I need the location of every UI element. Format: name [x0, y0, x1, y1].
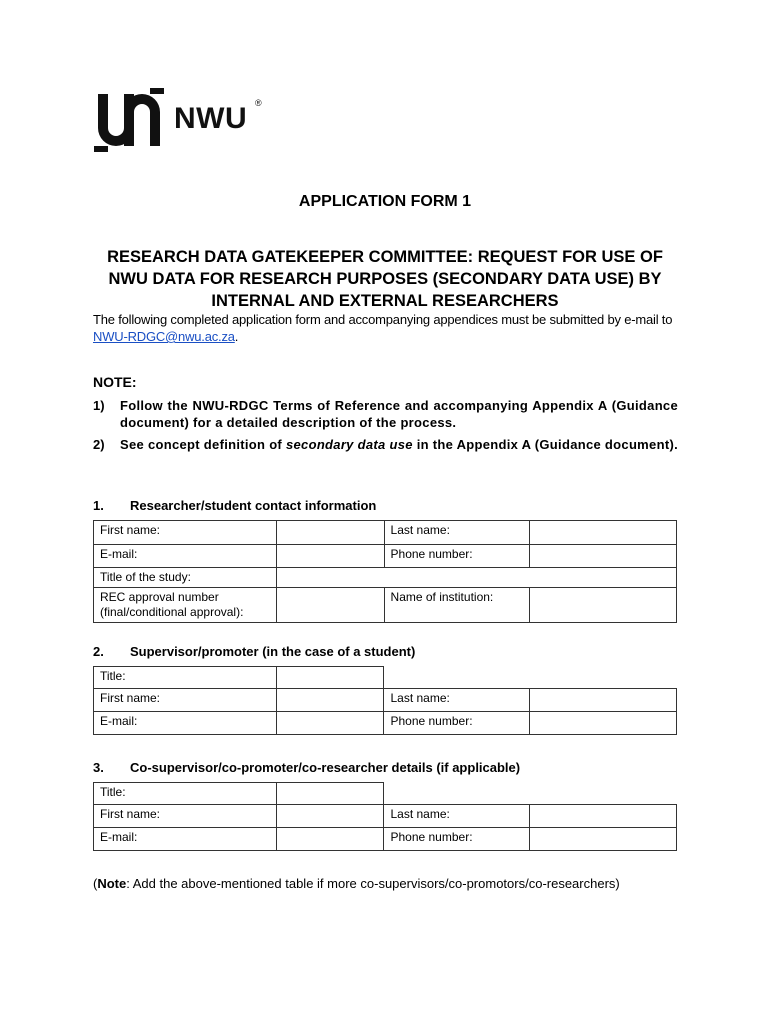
- note-text-post: in the Appendix A (Guidance document).: [412, 437, 678, 452]
- phone-label: Phone number:: [384, 712, 530, 735]
- last-name-label: Last name:: [384, 805, 530, 828]
- first-name-label: First name:: [94, 689, 277, 712]
- last-name-input[interactable]: [530, 521, 677, 545]
- section-title: Supervisor/promoter (in the case of a student): [130, 644, 416, 659]
- logo-wordmark: NWU: [174, 102, 248, 135]
- rec-approval-label: REC approval number (final/conditional approval):: [94, 588, 277, 623]
- institution-label: Name of institution:: [384, 588, 530, 623]
- nwu-logo: [94, 88, 274, 158]
- note-text: [120, 436, 678, 453]
- email-input[interactable]: [276, 712, 384, 735]
- note-text-pre: See concept definition of: [120, 437, 286, 452]
- last-name-label: Last name:: [384, 521, 530, 545]
- footnote-text: : Add the above-mentioned table if more co-supervisors/co-promotors/co-researchers): [126, 876, 620, 891]
- section-3-heading: [93, 760, 520, 775]
- section-title: Researcher/student contact information: [130, 498, 377, 513]
- section-number: 2.: [93, 644, 104, 659]
- section-2-heading: [93, 644, 415, 659]
- researcher-table: [93, 520, 677, 623]
- email-label: E-mail:: [94, 828, 277, 851]
- note-item-1: [93, 397, 678, 431]
- first-name-label: First name:: [94, 805, 277, 828]
- email-input[interactable]: [276, 545, 384, 568]
- form-title: APPLICATION FORM 1: [298, 193, 472, 210]
- empty-cell: [384, 783, 530, 805]
- footnote-bold: Note: [97, 876, 127, 891]
- intro-text: The following completed application form and accompanying appendices must be submitted by e-mail to: [93, 312, 673, 327]
- note-item-2: [93, 436, 678, 453]
- phone-label: Phone number:: [384, 545, 530, 568]
- registered-mark: ®: [255, 98, 262, 108]
- intro-end: .: [234, 329, 239, 344]
- title-input[interactable]: [276, 783, 384, 805]
- email-label: E-mail:: [94, 712, 277, 735]
- email-input[interactable]: [276, 828, 384, 851]
- last-name-label: Last name:: [384, 689, 530, 712]
- empty-cell: [530, 667, 677, 689]
- section-1-heading: [93, 498, 376, 513]
- note-label: NOTE:: [93, 374, 137, 390]
- note-number: 1): [93, 398, 105, 413]
- institution-input[interactable]: [530, 588, 677, 623]
- phone-input[interactable]: [530, 712, 677, 735]
- note-text-emphasis: secondary data use: [285, 437, 413, 452]
- section-number: 1.: [93, 498, 104, 513]
- footnote-open: (: [93, 876, 98, 891]
- empty-cell: [384, 667, 530, 689]
- last-name-input[interactable]: [530, 689, 677, 712]
- section-title: Co-supervisor/co-promoter/co-researcher details (if applicable): [130, 760, 521, 775]
- section-number: 3.: [93, 760, 104, 775]
- phone-input[interactable]: [530, 545, 677, 568]
- last-name-input[interactable]: [530, 805, 677, 828]
- title-label: Title:: [94, 667, 277, 689]
- note-text: Follow the NWU-RDGC Terms of Reference and accompanying Appendix A (Guidance document) for a detailed description of the process.: [120, 398, 678, 430]
- email-label: E-mail:: [94, 545, 277, 568]
- phone-label: Phone number:: [384, 828, 530, 851]
- study-title-label: Title of the study:: [94, 568, 277, 588]
- first-name-input[interactable]: [276, 521, 384, 545]
- empty-cell: [530, 783, 677, 805]
- note-number: 2): [93, 437, 105, 452]
- first-name-input[interactable]: [276, 689, 384, 712]
- first-name-input[interactable]: [276, 805, 384, 828]
- rec-approval-input[interactable]: [276, 588, 384, 623]
- main-title: RESEARCH DATA GATEKEEPER COMMITTEE: REQUEST FOR USE OF NWU DATA FOR RESEARCH PURPOSES (SECONDARY DATA USE) BY INTERNAL AND EXTERNAL RESEARCHERS: [107, 248, 663, 310]
- email-link[interactable]: NWU-RDGC@nwu.ac.za: [93, 329, 235, 344]
- phone-input[interactable]: [530, 828, 677, 851]
- footnote: [93, 876, 620, 891]
- title-label: Title:: [94, 783, 277, 805]
- supervisor-table: [93, 666, 677, 735]
- co-supervisor-table: [93, 782, 677, 851]
- nwu-emblem-icon: [94, 88, 164, 152]
- study-title-input[interactable]: [276, 568, 676, 588]
- intro-paragraph: [93, 311, 683, 345]
- first-name-label: First name:: [94, 521, 277, 545]
- title-input[interactable]: [276, 667, 384, 689]
